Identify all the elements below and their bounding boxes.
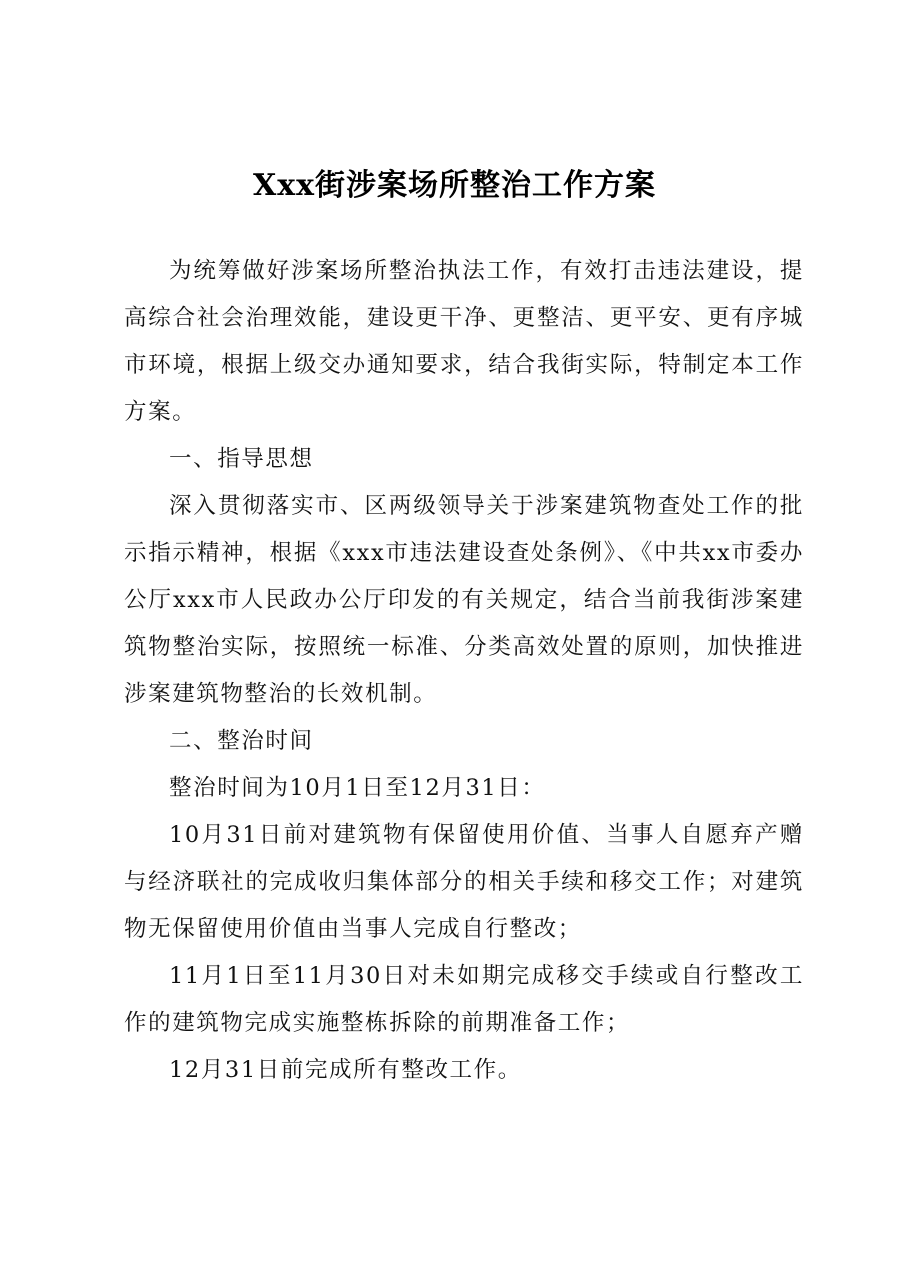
section-heading-guiding-ideology: 一、指导思想 <box>169 446 314 472</box>
section-heading-rectification-time: 二、整治时间 <box>169 728 314 754</box>
guiding-ideology-paragraph: 深入贯彻落实市、区两级领导关于涉案建筑物查处工作的批示指示精神，根据《xxx市违法建设查处条例》、《中共xx市委办公厅xxx市人民政办公厅印发的有关规定，结合当前我街涉案建筑物整治实际，按照统一标准、分类高效处置的原则，加快推进涉案建筑物整治的长效机制。 <box>124 493 804 707</box>
stage-two-paragraph: 11月1日至11月30日对未如期完成移交手续或自行整改工作的建筑物完成实施整栋拆除的前期准备工作； <box>124 963 804 1036</box>
stage-one-paragraph: 10月31日前对建筑物有保留使用价值、当事人自愿弃产赠与经济联社的完成收归集体部分的相关手续和移交工作；对建筑物无保留使用价值由当事人完成自行整改； <box>124 822 804 942</box>
stage-three-paragraph: 12月31日前完成所有整改工作。 <box>169 1057 522 1083</box>
document-body <box>124 248 804 1094</box>
intro-paragraph: 为统筹做好涉案场所整治执法工作，有效打击违法建设，提高综合社会治理效能，建设更干净、更整洁、更平安、更有序城市环境，根据上级交办通知要求，结合我街实际，特制定本工作方案。 <box>124 258 804 425</box>
document-title: Xxx街涉案场所整治工作方案 <box>252 168 657 203</box>
rectification-period-paragraph: 整治时间为10月1日至12月31日： <box>169 775 546 801</box>
